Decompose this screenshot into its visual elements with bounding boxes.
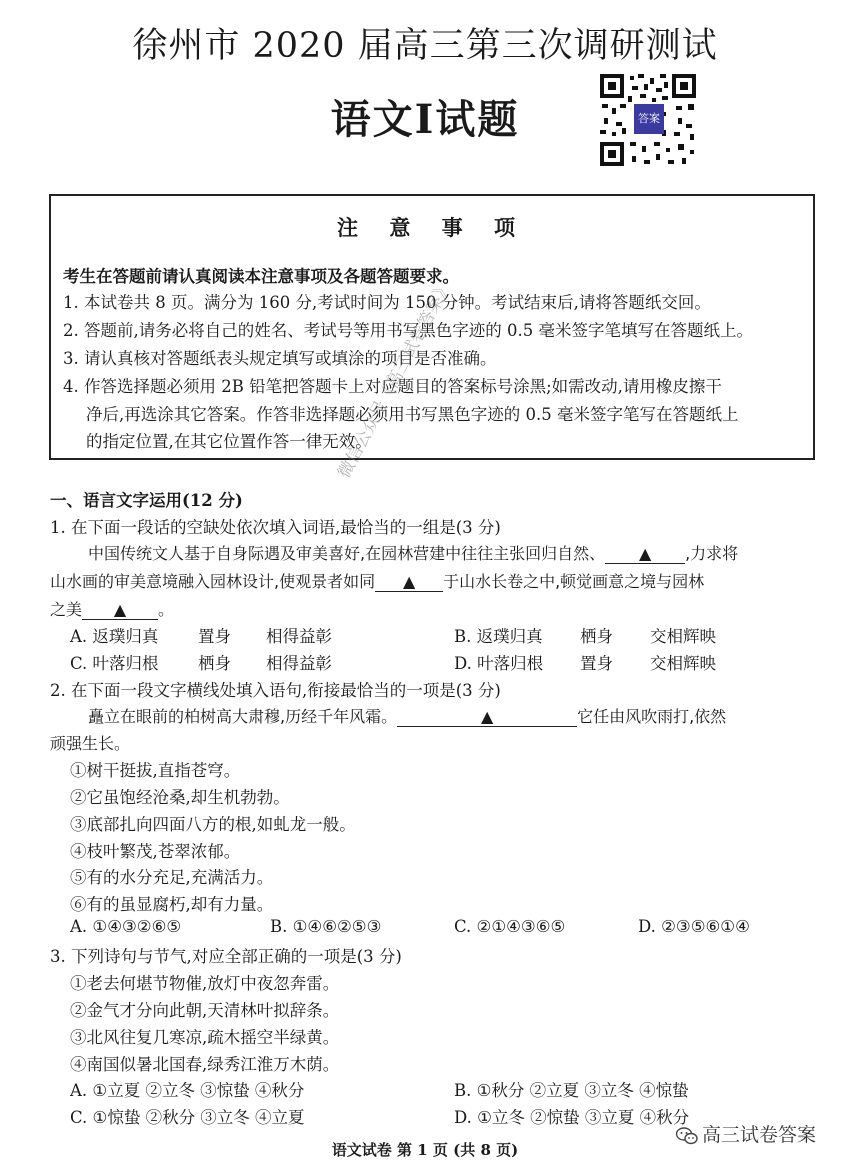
option-c: C. 叶落归根 [70,654,159,673]
sentence-item: ④枝叶繁茂,苍翠浓郁。 [70,842,241,861]
passage-text: 于山水长卷之中,顿觉画意之境与园林 [443,572,705,591]
sentence-item: ③北风往复几寒凉,疏木摇空半绿黄。 [70,1028,340,1047]
option-a: A. 返璞归真 [70,627,159,646]
question-2-passage-line [88,704,726,727]
question-3-stem: 3. 下列诗句与节气,对应全部正确的一项是(3 分) [50,947,402,966]
option-d-word: 置身 [580,654,613,673]
wechat-icon [676,1127,698,1145]
option-d-word: 交相辉映 [650,654,716,673]
question-2-passage-line: 顽强生长。 [50,734,131,753]
option-a-word: 相得益彰 [266,627,332,646]
page-footer: 语文试卷 第 1 页 (共 8 页) [331,1141,519,1159]
notice-title: 注 意 事 项 [337,215,527,240]
question-2-stem: 2. 在下面一段文字横线处填入语句,衔接最恰当的一项是(3 分) [50,681,501,700]
option-c-word: 相得益彰 [266,654,332,673]
question-1-stem: 1. 在下面一段话的空缺处依次填入词语,最恰当的一组是(3 分) [50,518,501,537]
option-a-word: 置身 [198,627,231,646]
passage-text: ,力求将 [685,544,739,563]
notice-item: 的指定位置,在其它位置作答一律无效。 [86,432,372,451]
watermark: 微信公众号《高三试卷答案》 [334,277,456,482]
option-c: C. ①惊蛰 ②秋分 ③立冬 ④立夏 [70,1108,305,1127]
question-1-passage-line [88,541,738,564]
qr-badge: 答案 [638,112,660,125]
answer-blank: ▲ [375,572,443,592]
option-b: B. ①秋分 ②立夏 ③立冬 ④惊蛰 [454,1081,689,1100]
passage-text: 中国传统文人基于自身际遇及审美喜好,在园林营建中往往主张回归自然、 [88,544,606,563]
option-b-word: 栖身 [580,627,613,646]
sentence-item: ③底部扎向四面八方的根,如虬龙一般。 [70,815,356,834]
option-b: B. 返璞归真 [454,627,543,646]
notice-item: 净后,再选涂其它答案。作答非选择题必须用书写黑色字迹的 0.5 毫米签字笔写在答题纸上 [86,405,739,424]
notice-item: 1. 本试卷共 8 页。满分为 160 分,考试时间为 150 分钟。考试结束后,请将答题纸交回。 [63,293,711,312]
answer-blank: ▲ [82,600,158,620]
question-1-passage-line [50,569,704,592]
option-d: D. ②③⑤⑥①④ [638,917,750,936]
notice-item: 2. 答题前,请务必将自己的姓名、考试号等用书写黑色字迹的 0.5 毫米签字笔填写在答题纸上。 [63,321,753,340]
passage-text: 之美 [50,600,83,619]
notice-item: 4. 作答选择题必须用 2B 铅笔把答题卡上对应题目的答案标号涂黑;如需改动,请用橡皮擦干 [63,377,722,396]
wechat-brand-label: 高三试卷答案 [702,1124,817,1146]
passage-text: 矗立在眼前的柏树高大肃穆,历经千年风霜。 [88,707,398,726]
option-b-word: 交相辉映 [650,627,716,646]
answer-blank: ▲ [397,707,577,727]
passage-text: 它任由风吹雨打,依然 [577,707,727,726]
notice-intro: 考生在答题前请认真阅读本注意事项及各题答题要求。 [63,267,459,286]
option-d: D. ①立冬 ②惊蛰 ③立夏 ④秋分 [454,1108,690,1127]
sentence-item: ②它虽饱经沧桑,却生机勃勃。 [70,788,290,807]
question-1-passage-line [50,597,174,620]
sentence-item: ⑥有的虽显腐朽,却有力量。 [70,895,274,914]
qr-code [598,72,698,168]
option-a: A. ①④③②⑥⑤ [70,917,182,936]
sentence-item: ①老去何堪节物催,放灯中夜忽奔雷。 [70,974,340,993]
option-b: B. ①④⑥②⑤③ [270,917,382,936]
option-a: A. ①立夏 ②立冬 ③惊蛰 ④秋分 [70,1081,305,1100]
wechat-brand [676,1120,816,1147]
exam-title: 徐州市 2020 届高三第三次调研测试 [132,26,718,66]
exam-subtitle: 语文Ⅰ试题 [330,96,520,143]
passage-text: 。 [158,600,175,619]
answer-blank: ▲ [605,544,685,564]
sentence-item: ⑤有的水分充足,充满活力。 [70,868,274,887]
sentence-item: ①树干挺拔,直指苍穹。 [70,761,241,780]
option-c-word: 栖身 [198,654,231,673]
section-title: 一、语言文字运用(12 分) [50,491,243,510]
passage-text: 山水画的审美意境融入园林设计,使观景者如同 [50,572,376,591]
sentence-item: ②金气才分向此朝,天清林叶拟辞条。 [70,1001,340,1020]
sentence-item: ④南国似暑北国春,绿秀江淮万木荫。 [70,1055,340,1074]
notice-item: 3. 请认真核对答题纸表头规定填写或填涂的项目是否准确。 [63,349,497,368]
option-c: C. ②①④③⑥⑤ [454,917,566,936]
option-d: D. 叶落归根 [454,654,544,673]
